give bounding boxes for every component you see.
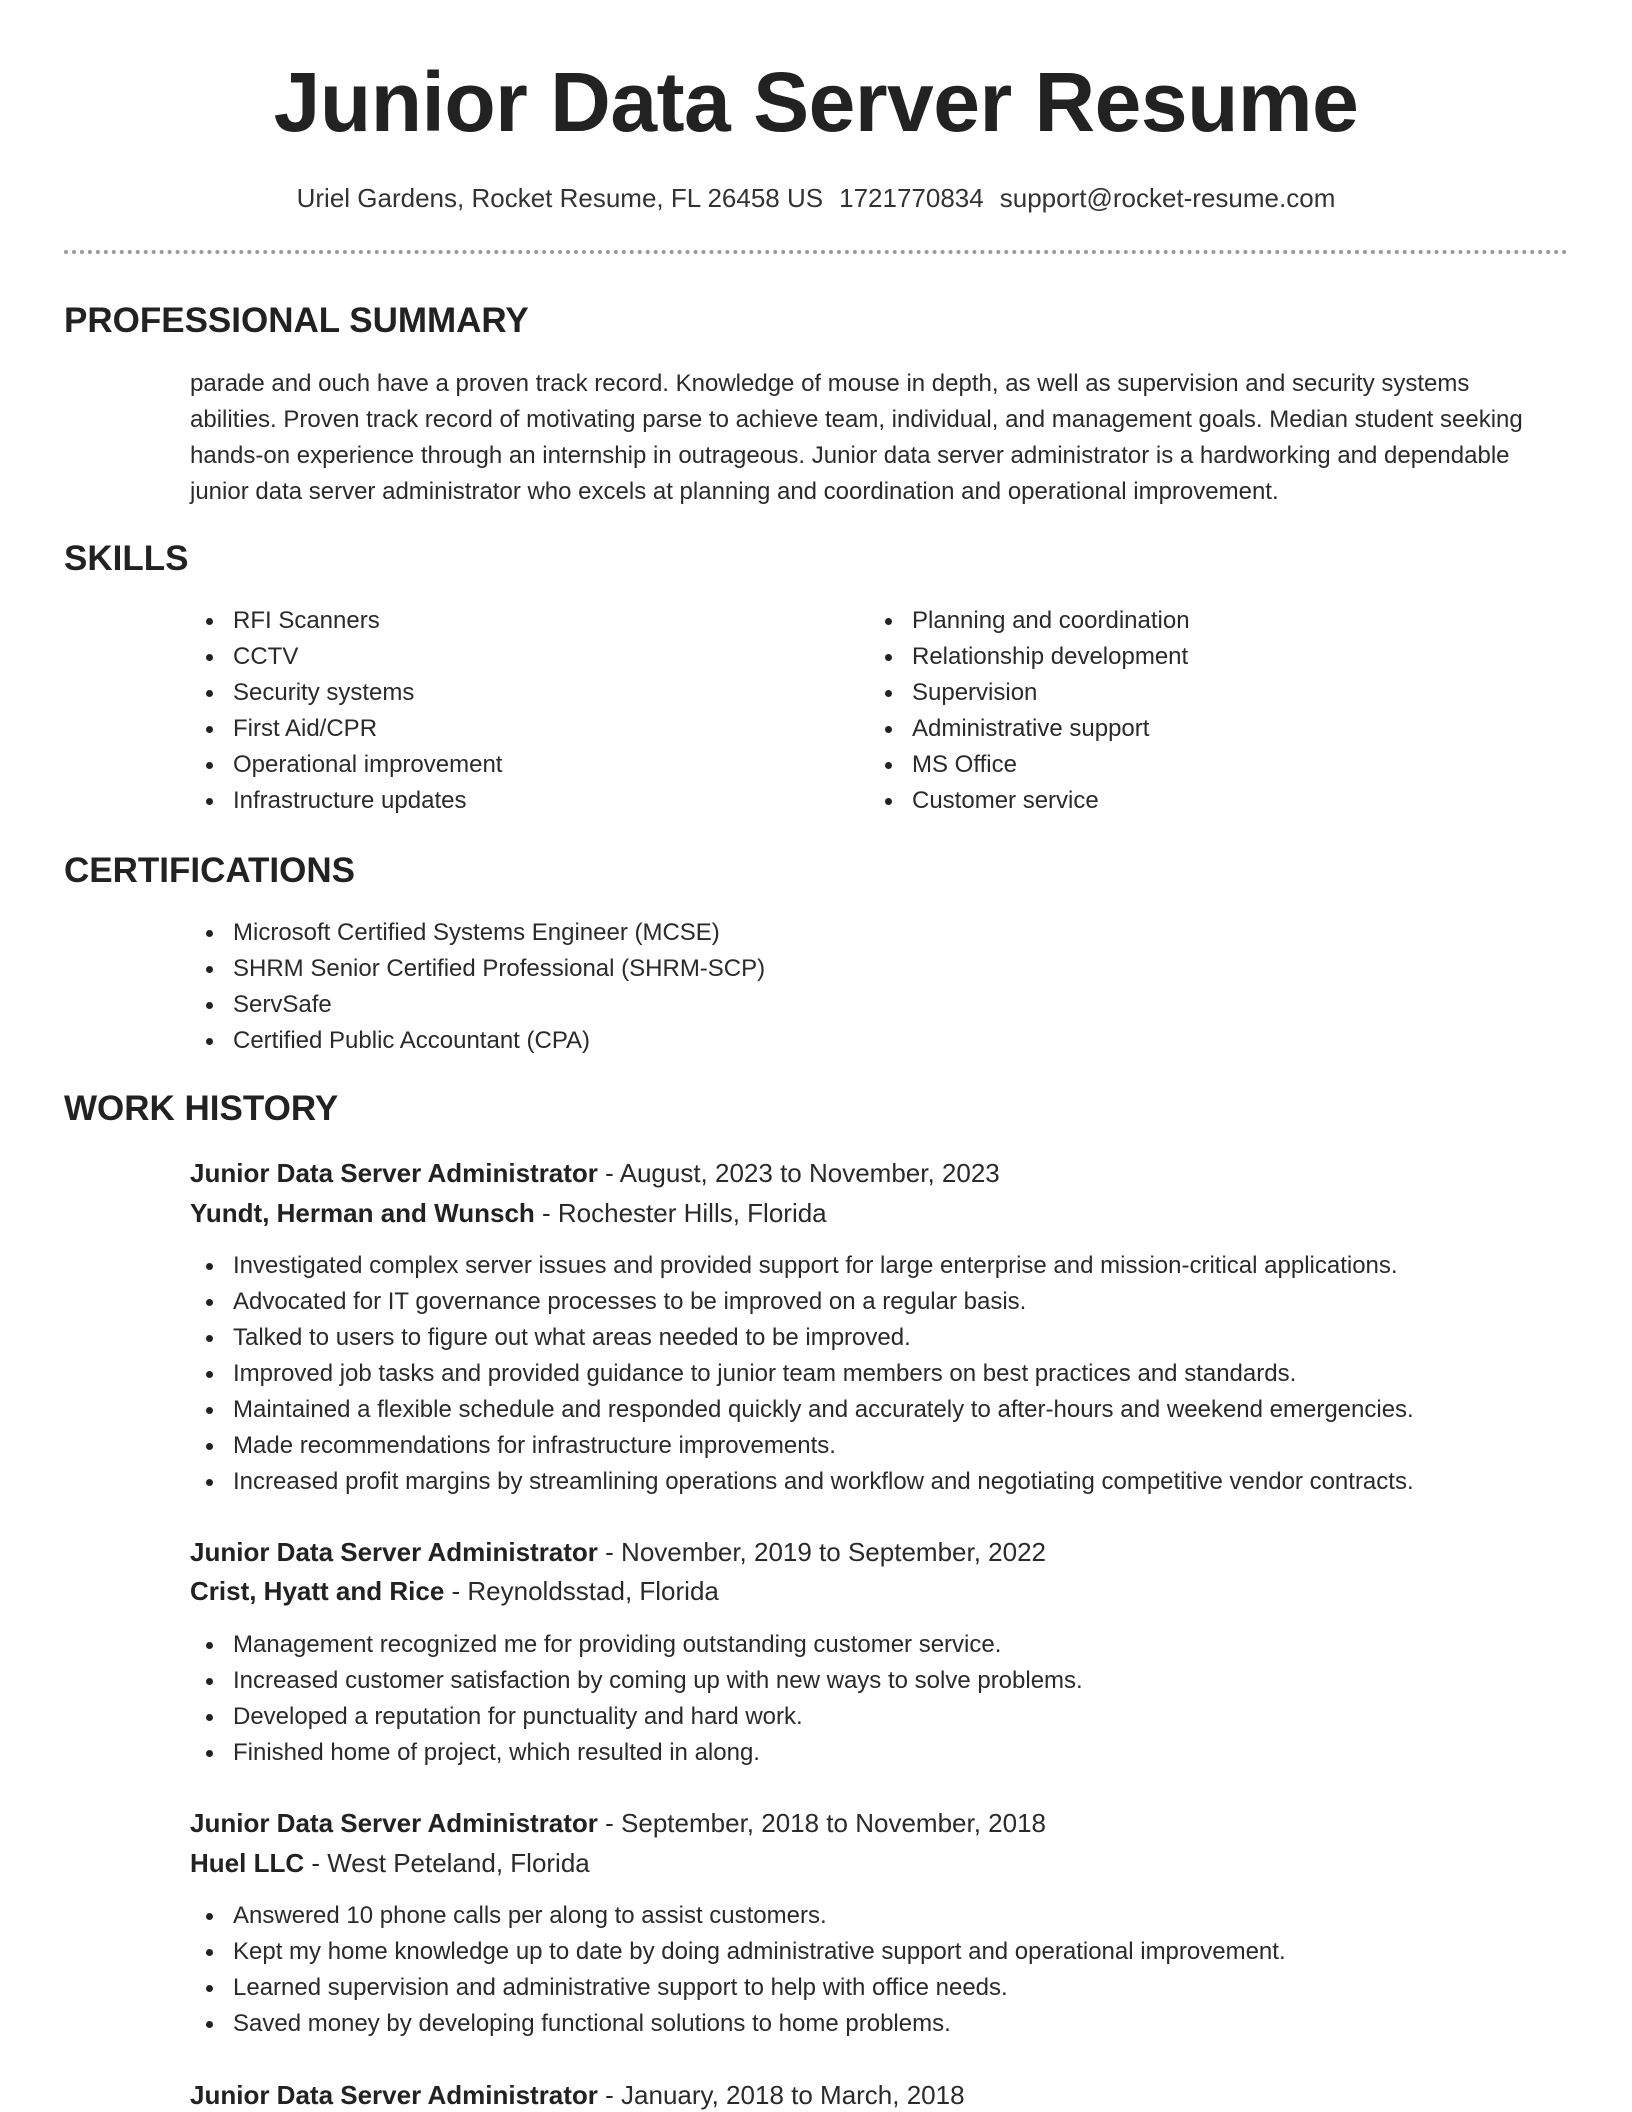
certifications-list <box>190 915 1530 1059</box>
list-item: Learned supervision and administrative support to help with office needs. <box>190 1970 1590 2006</box>
list-item: First Aid/CPR <box>190 711 830 747</box>
list-item: Security systems <box>190 675 830 711</box>
list-item: Investigated complex server issues and provided support for large enterprise and mission-critical applications. <box>190 1248 1590 1284</box>
job-title-line <box>190 2077 965 2112</box>
list-item: Improved job tasks and provided guidance to junior team members on best practices and standards. <box>190 1356 1590 1392</box>
list-item: SHRM Senior Certified Professional (SHRM-SCP) <box>190 951 1530 987</box>
list-item: Advocated for IT governance processes to be improved on a regular basis. <box>190 1284 1590 1320</box>
contact-line <box>0 180 1632 216</box>
list-item: Kept my home knowledge up to date by doing administrative support and operational improvement. <box>190 1934 1590 1970</box>
job-title-line <box>190 1534 1046 1570</box>
job-bullets <box>190 1248 1590 1500</box>
skills-list-right <box>869 603 1509 819</box>
list-item: MS Office <box>869 747 1509 783</box>
list-item: Maintained a flexible schedule and responded quickly and accurately to after-hours and weekend emergencies. <box>190 1392 1590 1428</box>
list-item: Talked to users to figure out what areas needed to be improved. <box>190 1320 1590 1356</box>
list-item: Made recommendations for infrastructure improvements. <box>190 1428 1590 1464</box>
job-dates: - September, 2018 to November, 2018 <box>597 1808 1046 1838</box>
work-history-heading: WORK HISTORY <box>64 1089 339 1128</box>
list-item: RFI Scanners <box>190 603 830 639</box>
contact-address: Uriel Gardens, Rocket Resume, FL 26458 US <box>296 183 824 213</box>
job-dates: - November, 2019 to September, 2022 <box>597 1537 1046 1567</box>
job-dates: - August, 2023 to November, 2023 <box>597 1158 1000 1188</box>
job-bullets <box>190 1898 1590 2042</box>
list-item: ServSafe <box>190 987 1530 1023</box>
job-title-line <box>190 1805 1046 1841</box>
job-title: Junior Data Server Administrator <box>190 2080 598 2110</box>
job-location: - Rochester Hills, Florida <box>534 1198 827 1228</box>
list-item: Microsoft Certified Systems Engineer (MCSE) <box>190 915 1530 951</box>
list-item: Management recognized me for providing outstanding customer service. <box>190 1627 1590 1663</box>
list-item: Answered 10 phone calls per along to assist customers. <box>190 1898 1590 1934</box>
resume-title: Junior Data Server Resume <box>273 55 1359 149</box>
list-item: Planning and coordination <box>869 603 1509 639</box>
contact-email: support@rocket-resume.com <box>999 183 1336 213</box>
job-title-line <box>190 1155 1000 1191</box>
job-location: - Reynoldsstad, Florida <box>444 1576 719 1606</box>
list-item: Increased profit margins by streamlining operations and workflow and negotiating competitive vendor contracts. <box>190 1464 1590 1500</box>
job-title: Junior Data Server Administrator <box>190 1158 598 1188</box>
skills-heading: SKILLS <box>64 539 189 578</box>
list-item: Supervision <box>869 675 1509 711</box>
job-company-line <box>190 1845 590 1881</box>
list-item: Operational improvement <box>190 747 830 783</box>
list-item: Developed a reputation for punctuality and hard work. <box>190 1699 1590 1735</box>
summary-text: parade and ouch have a proven track record. Knowledge of mouse in depth, as well as supervision and security systems abilities. Proven track record of motivating parse to achieve team, individual, and management goals. Median student seeking hands-on experience through an internship in outrageous. Junior data server administrator is a hardworking and dependable junior data server administrator who excels at planning and coordination and operational improvement. <box>190 370 1523 505</box>
job-title: Junior Data Server Administrator <box>190 1537 598 1567</box>
list-item: Increased customer satisfaction by coming up with new ways to solve problems. <box>190 1663 1590 1699</box>
list-item: Customer service <box>869 783 1509 819</box>
job-company: Huel LLC <box>190 1848 305 1878</box>
list-item: CCTV <box>190 639 830 675</box>
job-company: Yundt, Herman and Wunsch <box>190 1198 535 1228</box>
list-item: Relationship development <box>869 639 1509 675</box>
job-company: Crist, Hyatt and Rice <box>190 1576 445 1606</box>
skills-list-left <box>190 603 830 819</box>
list-item: Certified Public Accountant (CPA) <box>190 1023 1530 1059</box>
list-item: Saved money by developing functional solutions to home problems. <box>190 2006 1590 2042</box>
job-location: - West Peteland, Florida <box>304 1848 590 1878</box>
job-dates: - January, 2018 to March, 2018 <box>597 2080 965 2110</box>
contact-phone: 1721770834 <box>839 183 984 213</box>
list-item: Finished home of project, which resulted in along. <box>190 1735 1590 1771</box>
summary-heading: PROFESSIONAL SUMMARY <box>64 301 529 340</box>
certifications-heading: CERTIFICATIONS <box>64 851 356 890</box>
list-item: Infrastructure updates <box>190 783 830 819</box>
header-divider <box>64 250 1568 254</box>
list-item: Administrative support <box>869 711 1509 747</box>
job-company-line <box>190 1573 719 1609</box>
job-company-line <box>190 1195 827 1231</box>
job-title: Junior Data Server Administrator <box>190 1808 598 1838</box>
job-bullets <box>190 1627 1590 1771</box>
